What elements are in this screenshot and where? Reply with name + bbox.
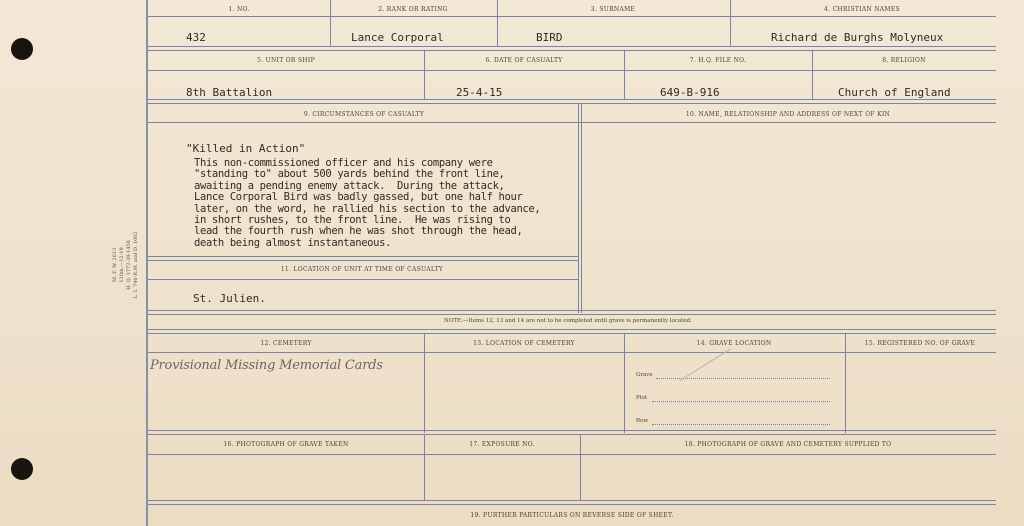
value-surname: BIRD <box>536 31 563 44</box>
value-religion: Church of England <box>838 86 951 99</box>
header-circumstances: 9. CIRCUMSTANCES OF CASUALTY <box>303 111 425 118</box>
row-label: Row <box>636 418 649 424</box>
value-date: 25-4-15 <box>456 86 503 99</box>
value-unit: 8th Battalion <box>186 86 273 99</box>
header-location-unit: 11. LOCATION OF UNIT AT TIME OF CASUALTY <box>280 266 444 273</box>
plot-label: Plot <box>636 395 647 401</box>
header-exposure: 17. EXPOSURE NO. <box>469 441 535 448</box>
header-christian-names: 4. CHRISTIAN NAMES <box>824 6 900 13</box>
header-cemetery: 12. CEMETERY <box>260 340 312 347</box>
header-further: 19. FURTHER PARTICULARS ON REVERSE SIDE OF SHEET. <box>470 512 674 519</box>
punch-hole <box>11 458 33 480</box>
header-no: 1. NO. <box>228 6 250 13</box>
value-location-unit: St. Julien. <box>193 292 266 305</box>
header-photo-taken: 16. PHOTOGRAPH OF GRAVE TAKEN <box>223 441 349 448</box>
header-hq-file: 7. H.Q. FILE NO. <box>689 57 747 64</box>
header-date: 6. DATE OF CASUALTY <box>485 57 563 64</box>
value-rank: Lance Corporal <box>351 31 444 44</box>
pencil-mark <box>680 348 731 381</box>
header-religion: 8. RELIGION <box>882 57 926 64</box>
header-registered-no: 15. REGISTERED NO. OF GRAVE <box>864 340 976 347</box>
header-unit: 5. UNIT OR SHIP <box>257 57 315 64</box>
header-rank: 2. RANK OR RATING <box>378 6 448 13</box>
header-photo-supplied: 18. PHOTOGRAPH OF GRAVE AND CEMETERY SUPPLIED TO <box>684 441 892 448</box>
value-christian-names: Richard de Burghs Molyneux <box>771 31 944 44</box>
circumstances-heading: "Killed in Action" <box>186 142 306 155</box>
circumstances-text: This non-commissioned officer and his company were "standing to" about 500 yards behind the front line, awaiting a pending enemy attack. During the attack, Lance Corporal Bird was badly gassed, but one half hour later, on the word, he rallied his section to the advance, in short rushes, to the front line. He was rising to lead the fourth rush when he was shot through the head, death being almost instantaneous. <box>194 157 541 249</box>
header-surname: 3. SURNAME <box>590 6 636 13</box>
grave-label: Grave <box>636 372 653 378</box>
handwritten-cemetery: Provisional Missing Memorial Cards <box>150 358 383 373</box>
punch-hole <box>11 38 33 60</box>
value-no: 432 <box>186 31 206 44</box>
note-text: NOTE:—Items 12, 13 and 14 are not to be completed until grave is permanently located. <box>444 318 692 324</box>
value-hq-file: 649-B-916 <box>660 86 720 99</box>
header-next-of-kin: 10. NAME, RELATIONSHIP AND ADDRESS OF NEXT OF KIN <box>685 111 891 118</box>
side-print: M. F. W. 2613 120m.—12-19 H. Q. 1772-39-1458 L. I. 746-R.M. and D. 1002 <box>112 231 139 299</box>
header-grave-location: 14. GRAVE LOCATION <box>696 340 772 347</box>
header-location-cemetery: 13. LOCATION OF CEMETERY <box>473 340 575 347</box>
